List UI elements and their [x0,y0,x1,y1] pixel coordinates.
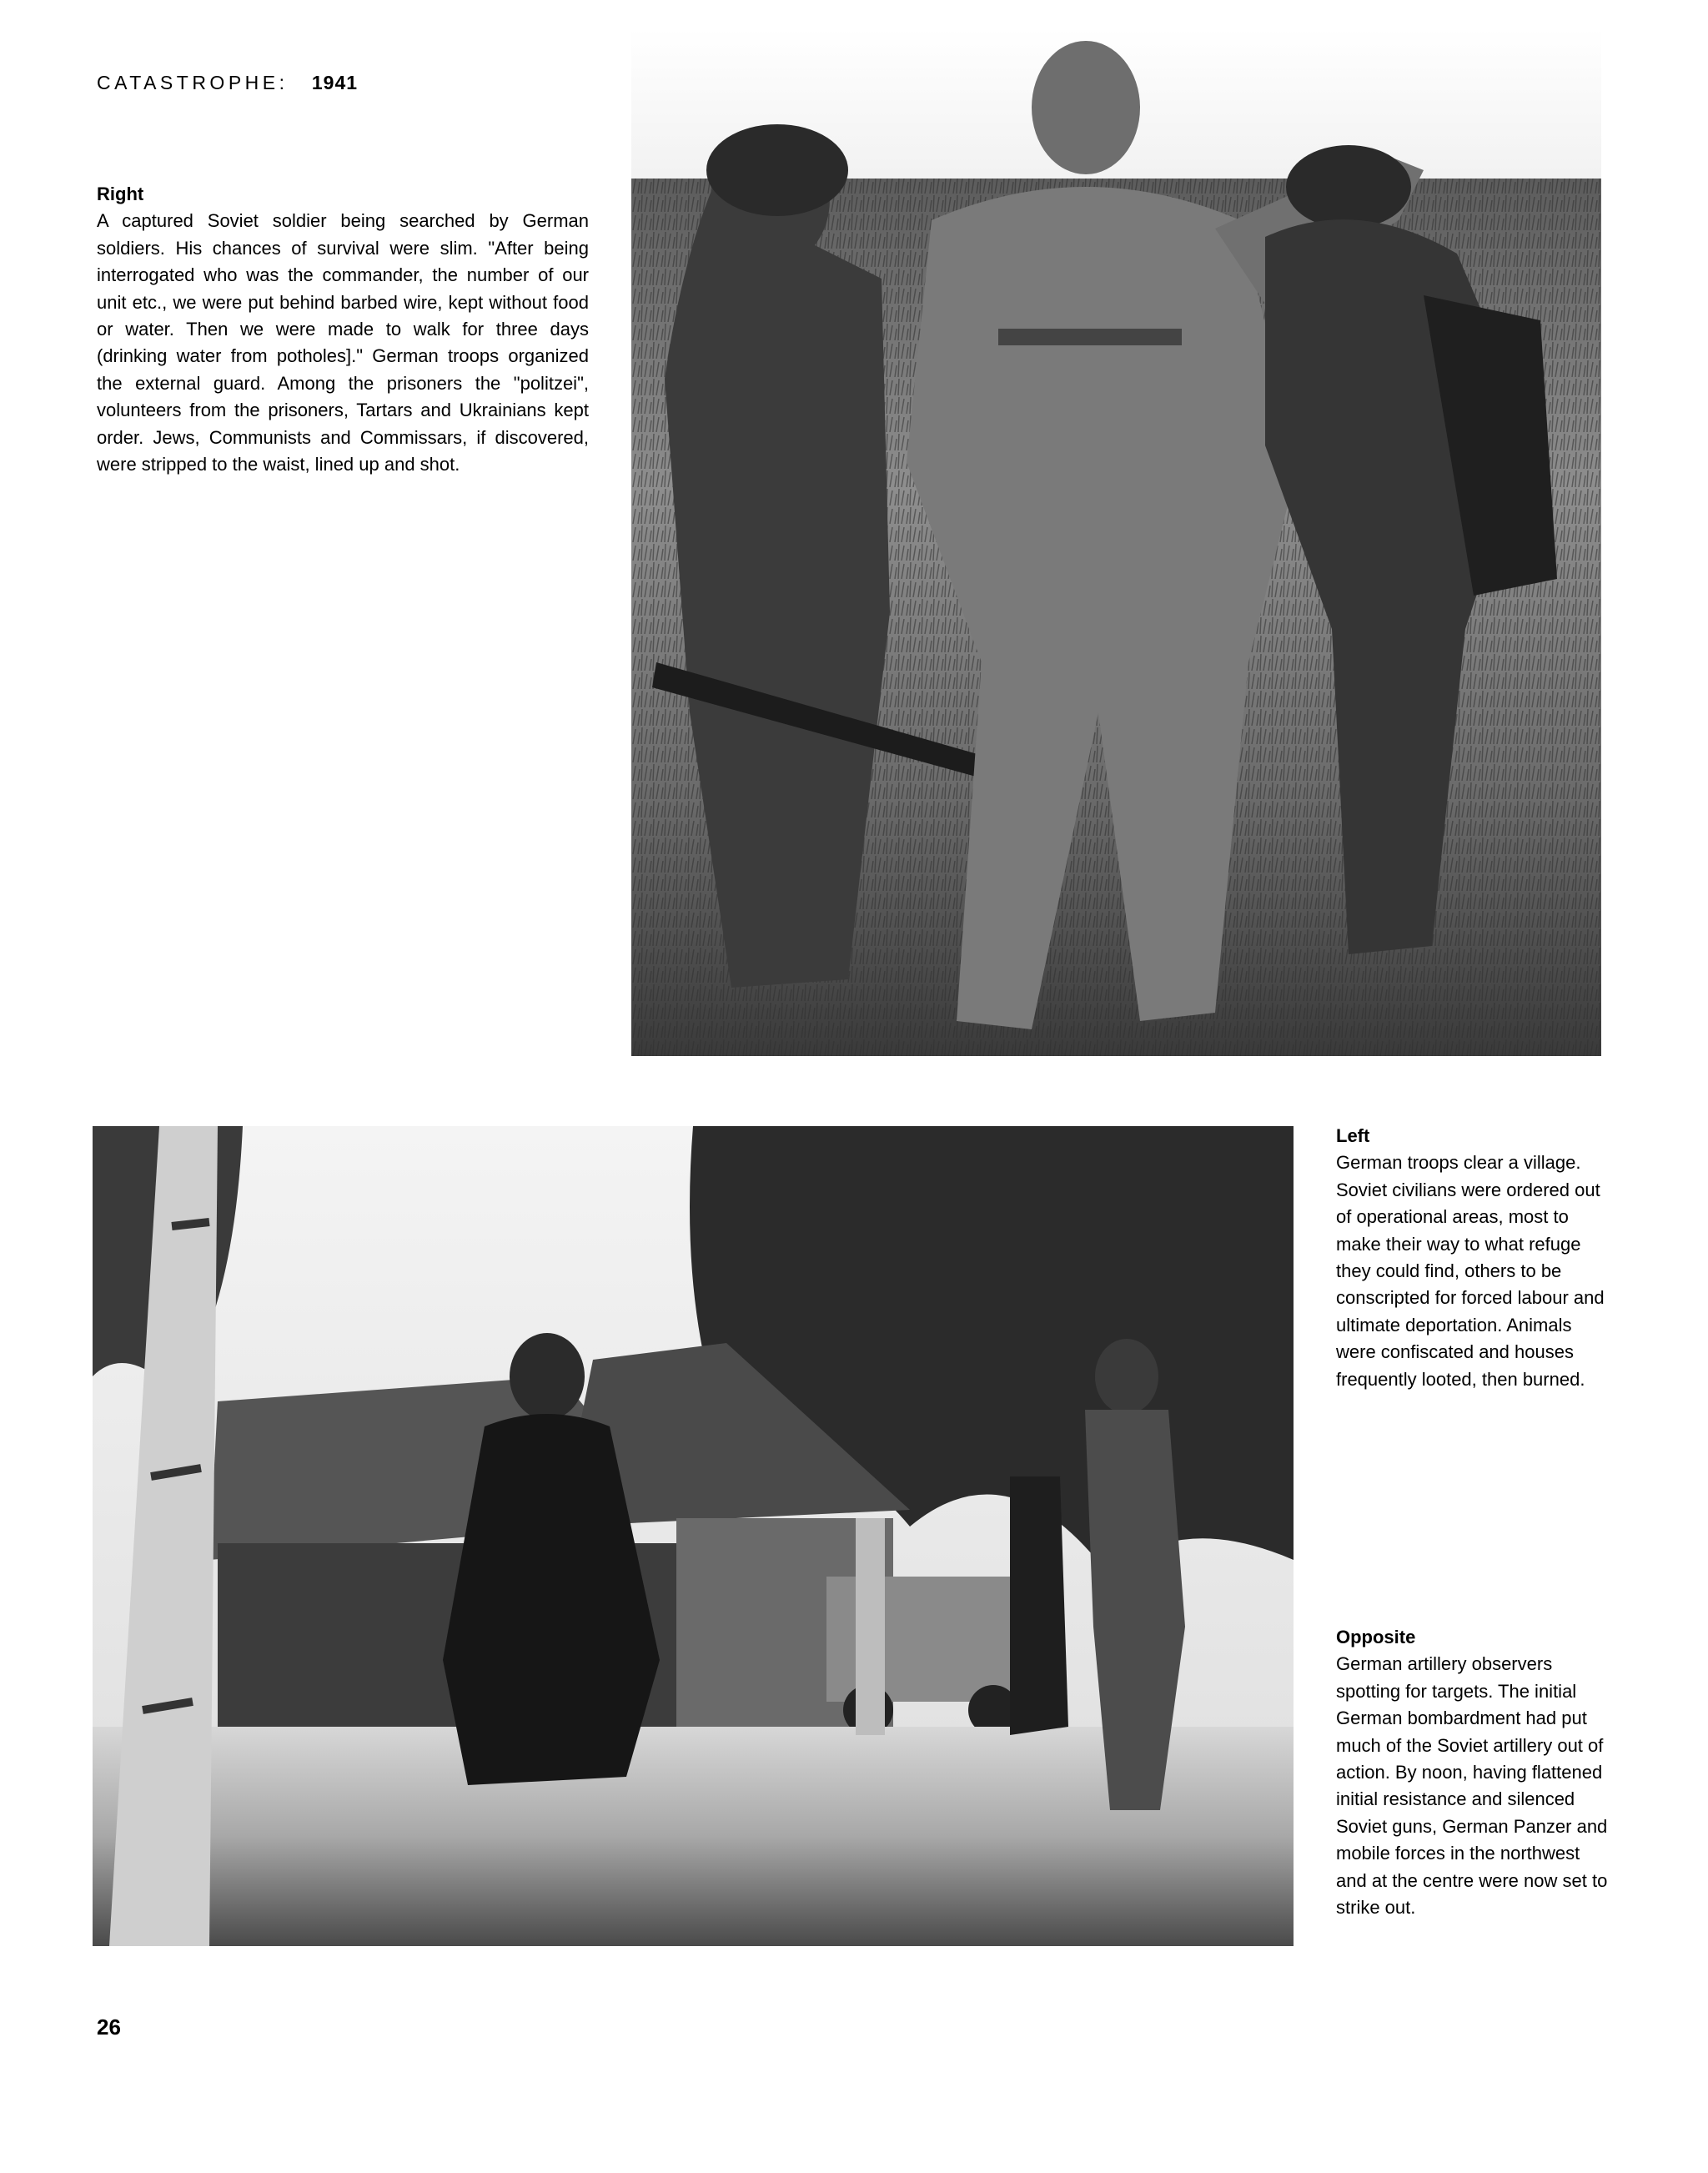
running-header [97,72,358,94]
header-title: CATASTROPHE: [97,72,289,93]
caption-right [97,181,589,478]
caption-left [1336,1123,1611,1393]
caption-right-heading: Right [97,184,144,204]
caption-opposite-text: German artillery observers spotting for targets. The initial German bombardment had put much of the Soviet artillery out of action. By noon, having flattened initial resistance and silenced Soviet guns, German Panzer and mobile forces in the northwest and at the centre were now set to strike out. [1336,1653,1608,1919]
caption-left-text: German troops clear a village. Soviet civilians were ordered out of operational areas, most to make their way to what refuge they could find, others to be conscripted for forced labour and ultimate deportation. Animals were confiscated and houses frequently looted, then burned. [1336,1152,1605,1390]
caption-right-text: A captured Soviet soldier being searched by German soldiers. His chances of survival were slim. "After being interrogated who was the commander, the number of our unit etc., we were put behind barbed wire, kept without food or water. Then we were made to walk for three days (drinking water from potholes]." German troops organized the external guard. Among the prisoners the "politzei", volunteers from the prisoners, Tartars and Ukrainians kept order. Jews, Communists and Commissars, if discovered, were stripped to the waist, lined up and shot. [97,210,589,475]
photo-village-cleared [93,1126,1294,1946]
page-number: 26 [97,2015,121,2040]
caption-opposite-heading: Opposite [1336,1627,1416,1647]
caption-left-heading: Left [1336,1125,1370,1146]
header-year: 1941 [311,72,359,93]
caption-opposite [1336,1624,1611,1921]
photo-captured-soviet-soldier [631,28,1601,1056]
